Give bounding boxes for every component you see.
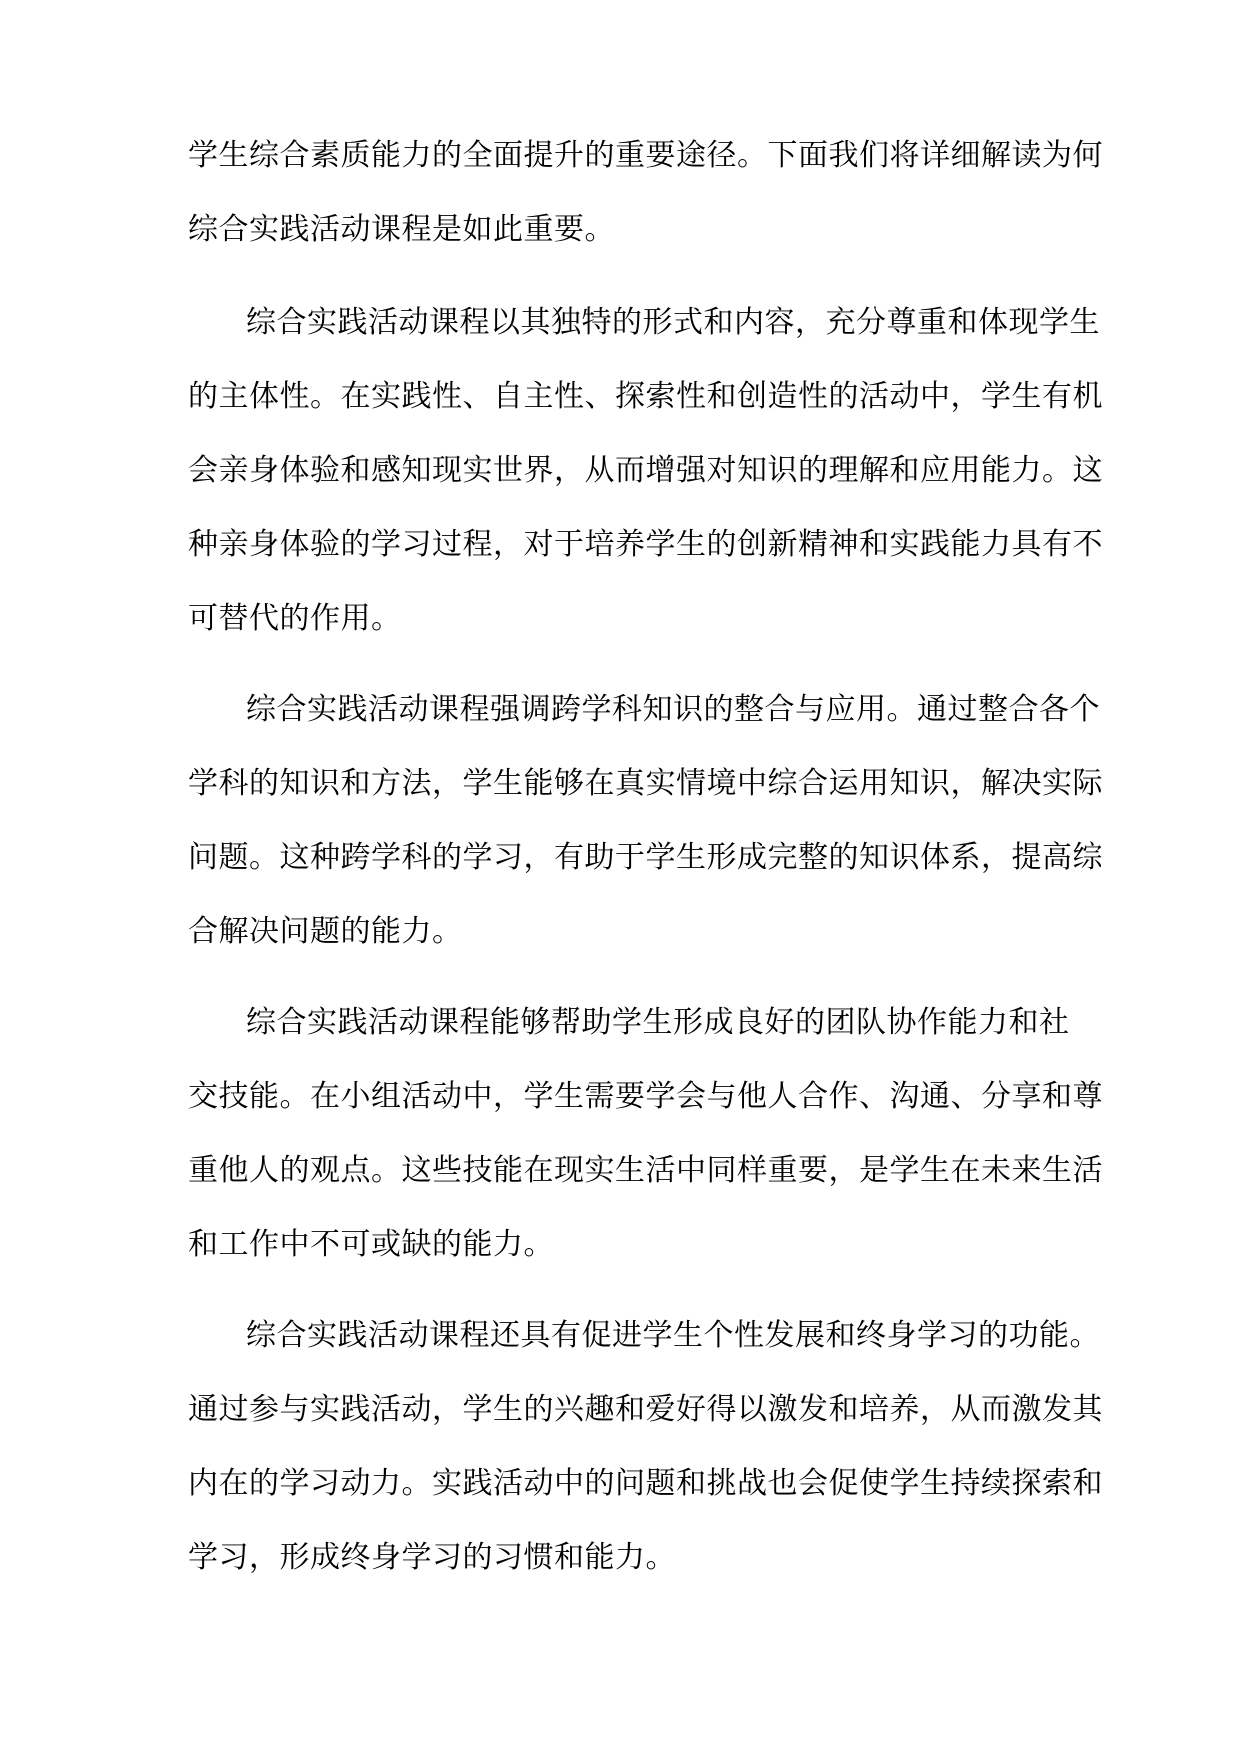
text-line: 问题。这种跨学科的学习，有助于学生形成完整的知识体系，提高综 (188, 840, 1103, 875)
text-line: 综合实践活动课程是如此重要。 (188, 212, 615, 247)
paragraph-first-line: 综合实践活动课程还具有促进学生个性发展和终身学习的功能。 (246, 1318, 1100, 1353)
paragraph-first-line: 综合实践活动课程能够帮助学生形成良好的团队协作能力和社 (246, 1005, 1070, 1040)
text-line: 学习，形成终身学习的习惯和能力。 (188, 1540, 676, 1575)
paragraph-first-line: 综合实践活动课程以其独特的形式和内容，充分尊重和体现学生 (246, 305, 1100, 340)
text-line: 学生综合素质能力的全面提升的重要途径。下面我们将详细解读为何 (188, 138, 1103, 173)
text-line: 的主体性。在实践性、自主性、探索性和创造性的活动中，学生有机 (188, 379, 1103, 414)
text-line: 通过参与实践活动，学生的兴趣和爱好得以激发和培养，从而激发其 (188, 1392, 1103, 1427)
text-line: 学科的知识和方法，学生能够在真实情境中综合运用知识，解决实际 (188, 766, 1103, 801)
text-line: 重他人的观点。这些技能在现实生活中同样重要，是学生在未来生活 (188, 1153, 1103, 1188)
text-line: 合解决问题的能力。 (188, 914, 463, 949)
text-line: 交技能。在小组活动中，学生需要学会与他人合作、沟通、分享和尊 (188, 1079, 1103, 1114)
text-line: 种亲身体验的学习过程，对于培养学生的创新精神和实践能力具有不 (188, 527, 1103, 562)
paragraph-first-line: 综合实践活动课程强调跨学科知识的整合与应用。通过整合各个 (246, 692, 1100, 727)
text-line: 可替代的作用。 (188, 601, 402, 636)
text-line: 内在的学习动力。实践活动中的问题和挑战也会促使学生持续探索和 (188, 1466, 1103, 1501)
text-line: 和工作中不可或缺的能力。 (188, 1227, 554, 1262)
text-line: 会亲身体验和感知现实世界，从而增强对知识的理解和应用能力。这 (188, 453, 1103, 488)
